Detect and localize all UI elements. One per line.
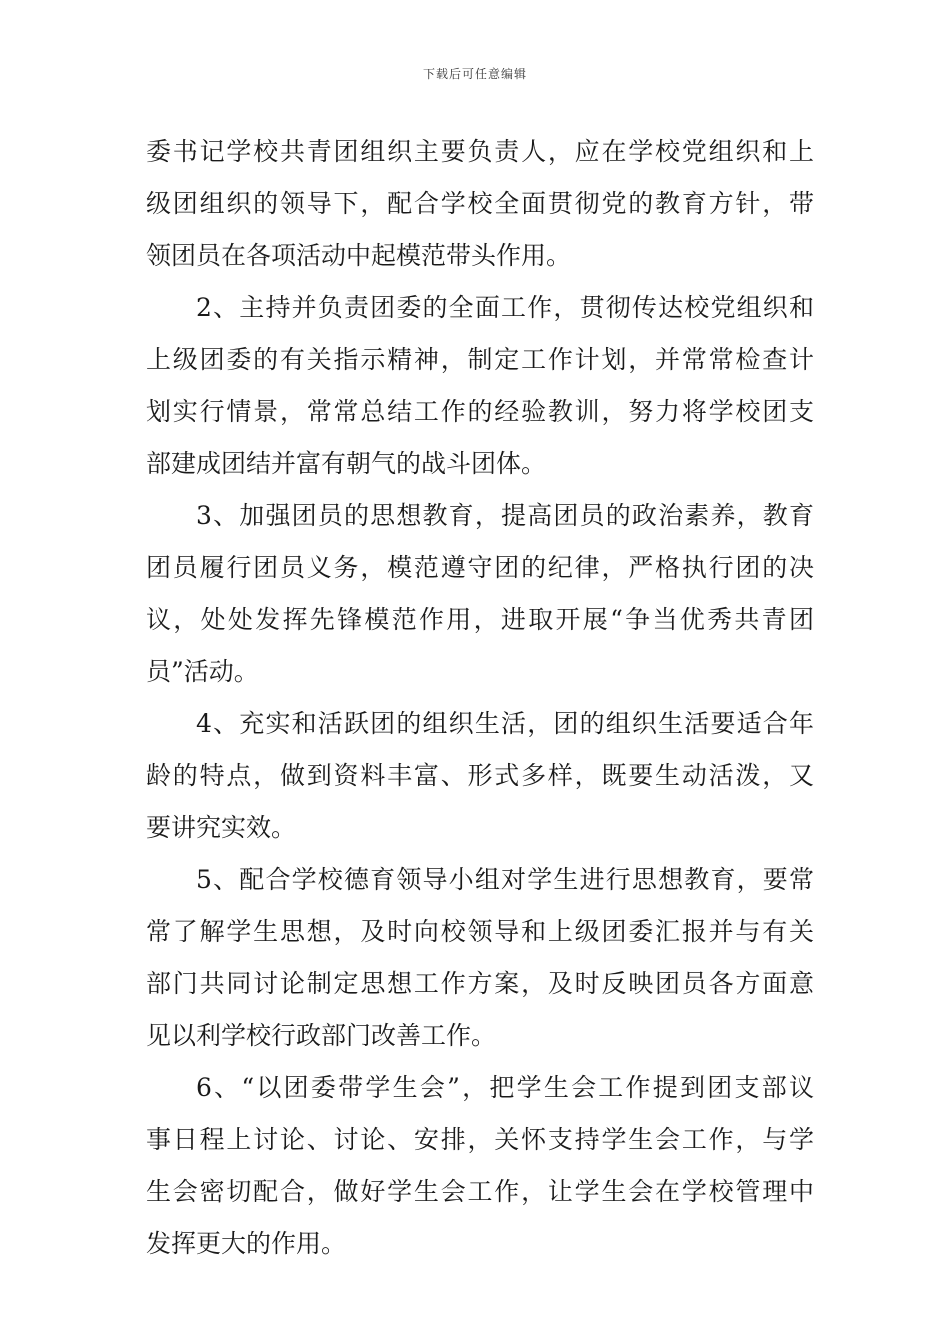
text-line: 委书记学校共青团组织主要负责人，应在学校党组织和上 — [146, 137, 814, 166]
text-line: 6、“以团委带学生会”，把学生会工作提到团支部议 — [196, 1073, 814, 1102]
text-line: 见以利学校行政部门改善工作。 — [146, 1021, 497, 1050]
text-line: 上级团委的有关指示精神，制定工作计划，并常常检查计 — [146, 345, 814, 374]
text-line: 2、主持并负责团委的全面工作，贯彻传达校党组织和 — [196, 293, 814, 322]
text-line: 划实行情景，常常总结工作的经验教训，努力将学校团支 — [146, 397, 814, 426]
text-line: 事日程上讨论、讨论、安排，关怀支持学生会工作，与学 — [146, 1125, 814, 1154]
text-line: 级团组织的领导下，配合学校全面贯彻党的教育方针，带 — [146, 189, 814, 218]
text-line: 部建成团结并富有朝气的战斗团体。 — [146, 449, 547, 478]
text-line: 4、充实和活跃团的组织生活，团的组织生活要适合年 — [196, 709, 814, 738]
text-line: 领团员在各项活动中起模范带头作用。 — [146, 241, 572, 270]
page-header: 下载后可任意编辑 — [422, 67, 527, 81]
text-line: 龄的特点，做到资料丰富、形式多样，既要生动活泼，又 — [146, 761, 814, 790]
text-line: 团员履行团员义务，模范遵守团的纪律，严格执行团的决 — [146, 553, 814, 582]
text-line: 常了解学生思想，及时向校领导和上级团委汇报并与有关 — [146, 917, 814, 946]
text-line: 员”活动。 — [146, 657, 259, 686]
text-line: 议，处处发挥先锋模范作用，进取开展“争当优秀共青团 — [146, 605, 814, 634]
document-body — [146, 126, 814, 1270]
text-line: 3、加强团员的思想教育，提高团员的政治素养，教育 — [196, 501, 814, 530]
text-line: 要讲究实效。 — [146, 813, 297, 842]
text-line: 部门共同讨论制定思想工作方案，及时反映团员各方面意 — [146, 969, 814, 998]
text-line: 5、配合学校德育领导小组对学生进行思想教育，要常 — [196, 865, 814, 894]
text-line: 生会密切配合，做好学生会工作，让学生会在学校管理中 — [146, 1177, 814, 1206]
text-line: 发挥更大的作用。 — [146, 1229, 347, 1258]
